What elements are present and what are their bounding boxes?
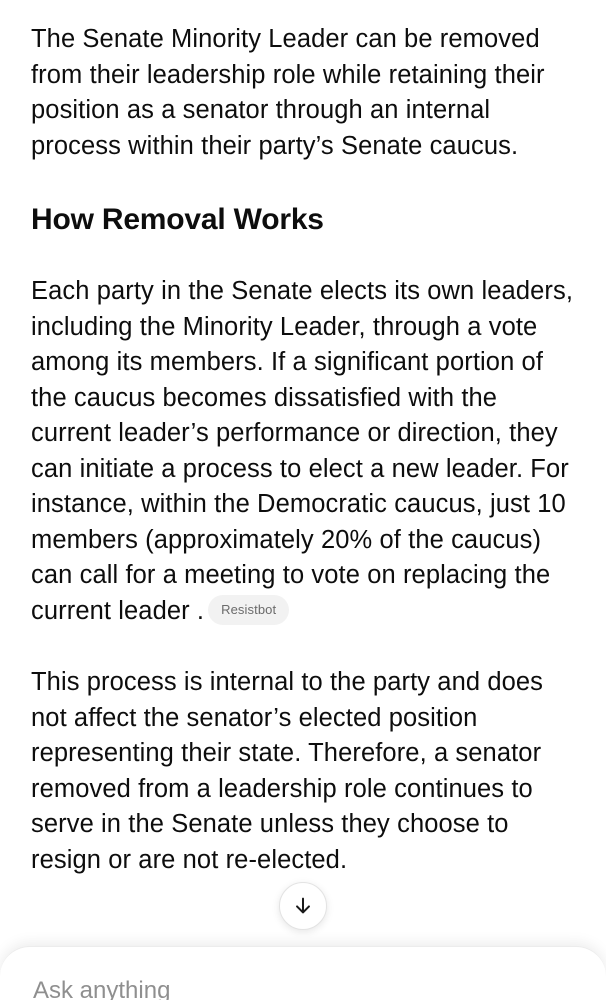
scroll-to-bottom-button[interactable] <box>279 882 327 930</box>
body-paragraph <box>31 274 583 629</box>
ask-input[interactable] <box>33 977 553 1000</box>
composer <box>0 946 606 1000</box>
arrow-down-icon <box>292 895 314 917</box>
intro-paragraph: The Senate Minority Leader can be removed from their leadership role while retaining their position as a senator through an internal process within their party’s Senate caucus. <box>31 25 545 160</box>
source-citation-chip[interactable]: Resistbot <box>208 595 289 625</box>
body-text: Each party in the Senate elects its own leaders, including the Minority Leader, through a vote among its members. If a significant portion of the caucus becomes dissatisfied with the current leader’s performance or direction, they can initiate a process to elect a new leader. For instance, within the Democratic caucus, just 10 members (approximately 20% of the caucus) can call for a meeting to vote on replacing the current leader . <box>31 277 574 625</box>
conclusion-paragraph: This process is internal to the party and does not affect the senator’s elected position representing their state. Therefore, a senator removed from a leadership role continues to serve in the Senate unless they choose to resign or are not re-elected. <box>31 668 544 874</box>
section-heading: How Removal Works <box>31 203 324 236</box>
answer-content <box>31 22 583 878</box>
